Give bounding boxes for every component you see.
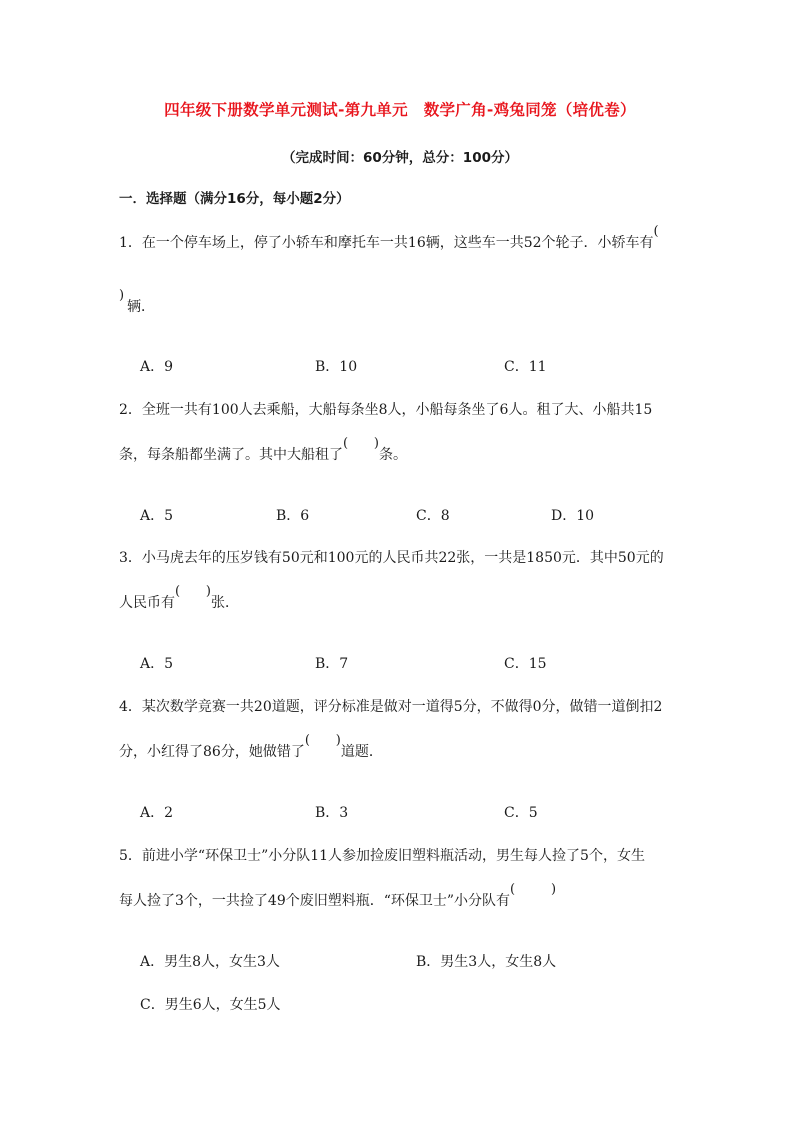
section-heading: 一．选择题（满分16分，每小题2分） — [119, 191, 350, 207]
question-4-line1: 4．某次数学竞赛一共20道题，评分标准是做对一道得5分，不做得0分，做错一道倒扣2 — [119, 699, 663, 715]
question-3-line1: 3．小马虎去年的压岁钱有50元和100元的人民币共22张，一共是1850元．其中50元的 — [119, 550, 664, 566]
question-1-line1: 1．在一个停车场上，停了小轿车和摩托车一共16辆，这些车一共52个轮子．小轿车有 — [119, 235, 654, 251]
answer-blank-5[interactable]: ( ) — [510, 882, 557, 897]
question-5-option-a[interactable]: A．男生8人，女生3人 — [140, 954, 280, 970]
question-5-text-cont — [119, 882, 557, 910]
question-2-line2: 条，每条船都坐满了。其中大船租了 — [119, 447, 343, 463]
question-4-option-c[interactable]: C．5 — [504, 805, 538, 821]
question-1-text-cont — [119, 288, 155, 316]
question-3-text-cont — [119, 584, 239, 612]
question-4-line2-end: 道题． — [340, 744, 383, 760]
answer-blank-1-open: ( — [653, 224, 659, 239]
answer-blank-2[interactable]: ( ) — [343, 436, 379, 451]
page-subtitle: （完成时间：60分钟，总分：100分） — [282, 150, 518, 166]
question-1-option-b[interactable]: B．10 — [315, 359, 358, 375]
question-4-text-cont — [119, 733, 383, 761]
page-title: 四年级下册数学单元测试-第九单元 数学广角-鸡兔同笼（培优卷） — [164, 101, 636, 119]
question-3-option-c[interactable]: C．15 — [504, 656, 547, 672]
question-4-option-a[interactable]: A．2 — [140, 805, 174, 821]
question-4-line2: 分，小红得了86分，她做错了 — [119, 744, 305, 760]
question-1-text — [119, 224, 662, 252]
question-2-line2-end: 条。 — [379, 447, 407, 463]
answer-blank-4[interactable]: ( ) — [304, 733, 341, 748]
question-3-option-b[interactable]: B．7 — [315, 656, 349, 672]
question-1-line2: 辆． — [127, 299, 155, 315]
question-2-text-cont — [119, 436, 407, 464]
question-2-option-c[interactable]: C．8 — [416, 508, 450, 524]
question-1-option-c[interactable]: C．11 — [504, 359, 547, 375]
answer-blank-1-close: ) — [119, 288, 125, 303]
question-2-line1: 2．全班一共有100人去乘船，大船每条坐8人，小船每条坐了6人。租了大、小船共15 — [119, 402, 653, 418]
question-4-option-b[interactable]: B．3 — [315, 805, 349, 821]
question-5-line2: 每人捡了3个，一共捡了49个废旧塑料瓶．“环保卫士”小分队有 — [119, 893, 511, 909]
question-5-line1: 5．前进小学“环保卫士”小分队11人参加捡废旧塑料瓶活动，男生每人捡了5个，女生 — [119, 848, 645, 864]
question-3-line2-end: 张． — [211, 595, 239, 611]
question-3-line2: 人民币有 — [119, 595, 175, 611]
question-3-option-a[interactable]: A．5 — [140, 656, 174, 672]
question-1-option-a[interactable]: A．9 — [140, 359, 174, 375]
question-2-option-b[interactable]: B．6 — [276, 508, 310, 524]
question-2-option-d[interactable]: D．10 — [551, 508, 595, 524]
question-5-option-b[interactable]: B．男生3人，女生8人 — [416, 954, 557, 970]
question-2-option-a[interactable]: A．5 — [140, 508, 174, 524]
question-5-option-c[interactable]: C．男生6人，女生5人 — [140, 997, 281, 1013]
answer-blank-3[interactable]: ( ) — [175, 584, 211, 599]
